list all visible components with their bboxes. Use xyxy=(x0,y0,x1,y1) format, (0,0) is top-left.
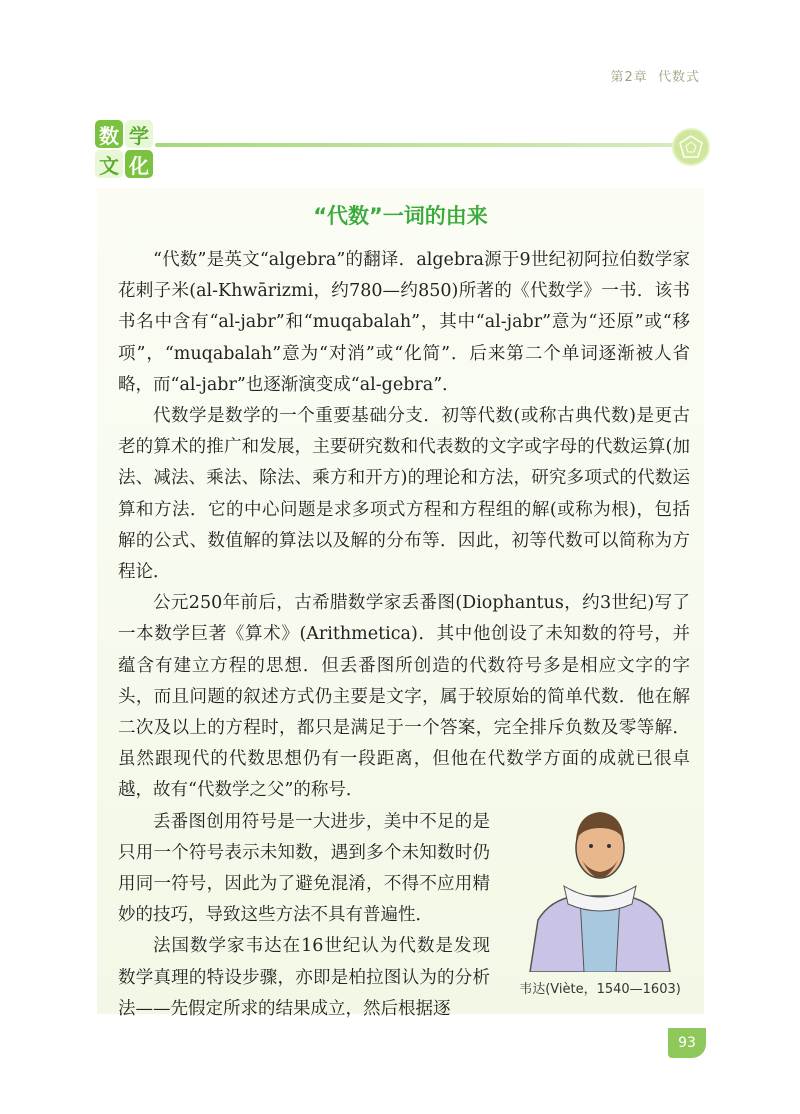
page-number: 93 xyxy=(668,1028,706,1058)
badge-char: 学 xyxy=(125,120,153,148)
chapter-number: 第2章 xyxy=(610,70,648,85)
paragraph: 法国数学家韦达在16世纪认为代数是发现数学真理的特设步骤，亦即是柏拉图认为的分析法——先假定所求的结果成立，然后根据逐 xyxy=(118,936,490,1019)
decorative-polyhedron-icon xyxy=(672,128,710,166)
article-title: “代数”一词的由来 xyxy=(313,204,488,228)
chapter-header xyxy=(610,66,700,85)
section-divider xyxy=(155,143,690,147)
math-culture-badge xyxy=(95,120,153,178)
badge-char: 数 xyxy=(95,120,123,148)
viete-portrait xyxy=(520,800,680,972)
portrait-caption: 韦达(Viète，1540—1603) xyxy=(519,982,681,997)
paragraph: 代数学是数学的一个重要基础分支．初等代数(或称古典代数)是更古老的算术的推广和发展，主要研究数和代表数的文字或字母的代数运算(加法、减法、乘法、除法、乘方和开方)的理论和方法，研究多项式的代数运算和方法．它的中心问题是求多项式方程和方程组的解(或称为根)，包括解的公式、数值解的算法以及解的分布等．因此，初等代数可以简称为方程论． xyxy=(118,406,690,583)
paragraph: 公元250年前后，古希腊数学家丢番图(Diophantus，约3世纪)写了一本数学巨著《算术》(Arithmetica)．其中他创设了未知数的符号，并蕴含有建立方程的思想．但丢番图所创造的代数符号多是相应文字的字头，而且问题的叙述方式仍主要是文字，属于较原始的简单代数．他在解二次及以上的方程时，都只是满足于一个答案，完全排斥负数及零等解．虽然跟现代的代数思想仍有一段距离，但他在代数学方面的成就已很卓越，故有“代数学之父”的称号． xyxy=(118,593,690,801)
chapter-title: 代数式 xyxy=(657,70,700,85)
paragraph: 丢番图创用符号是一大进步，美中不足的是只用一个符号表示未知数，遇到多个未知数时仍用同一符号，因此为了避免混淆，不得不应用精妙的技巧，导致这些方法不具有普遍性． xyxy=(118,811,490,926)
paragraph: “代数”是英文“algebra”的翻译．algebra源于9世纪初阿拉伯数学家花剌子米(al-Khwārizmi，约780—约850)所著的《代数学》一书．该书书名中含有“al-jabr”和“muqabalah”，其中“al-jabr”意为“还原”或“移项”，“muqabalah”意为“对消”或“化简”．后来第二个单词逐渐被人省略，而“al-jabr”也逐渐演变成“al-gebra”． xyxy=(118,250,690,395)
badge-char: 文 xyxy=(95,150,123,178)
badge-char: 化 xyxy=(125,150,153,178)
